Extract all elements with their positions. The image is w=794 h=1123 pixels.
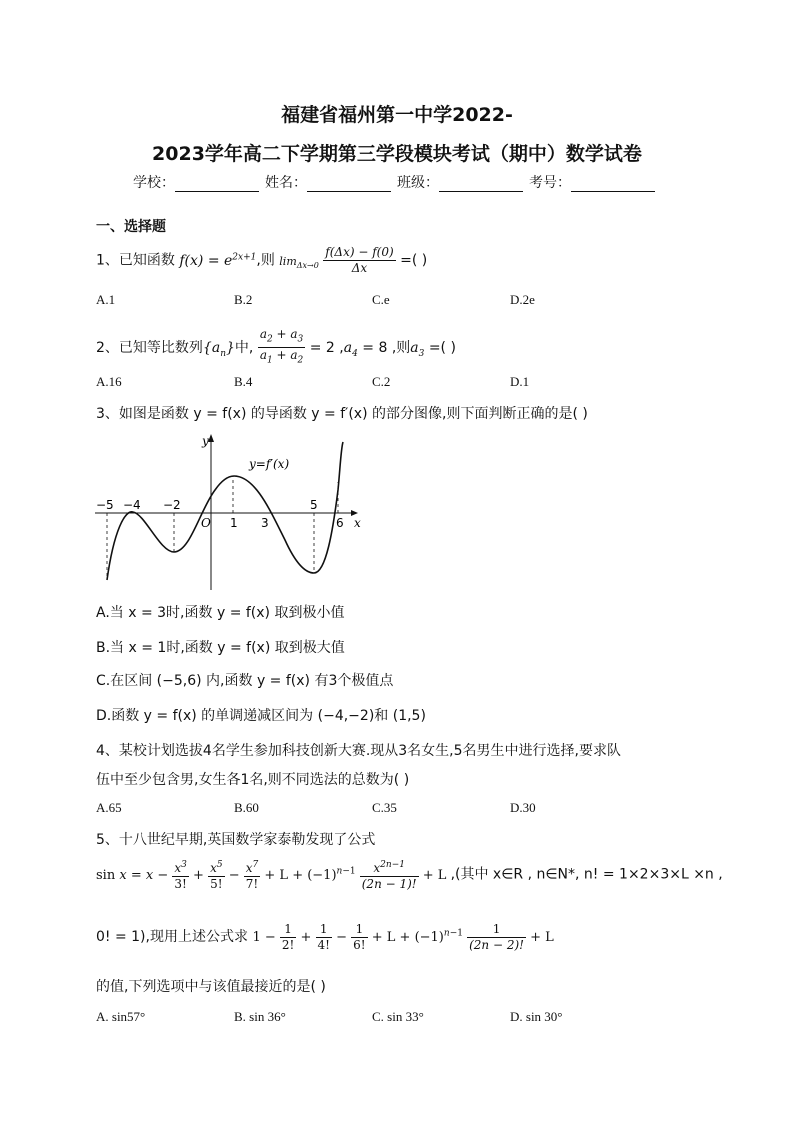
q2-option-a[interactable]: A.16 (96, 374, 122, 389)
tick-label: −2 (163, 498, 181, 512)
q2-fraction: $\frac{a_2 + a_3}{a_1 + a_2}$ (259, 327, 304, 366)
q3-option-c[interactable]: C.在区间 (−5,6) 内,函数 y = f(x) 有3个极值点 (96, 673, 394, 689)
q1-text-a: 1、已知函数 (96, 252, 175, 269)
taylor-formula: sin x = x − $\frac{x^3}{3!}$ + $\frac{x^5}{5!}$ − $\frac{x^7}{7!}$ + $L + (-1)^{n-1}$ $\frac{x^{2n-1}}{(2n - 1)!}$ + L (96, 860, 451, 891)
q5-option-b[interactable]: B. sin 36° (234, 1009, 286, 1024)
question-4-stem-line2: 伍中至少包含男,女生各1名,则不同选法的总数为( ) (96, 772, 410, 788)
exam-title-line1: 福建省福州第一中学2022- (281, 104, 513, 126)
y-axis-arrow-icon (208, 434, 214, 442)
q5-series: 1 − $\frac{1}{2!}$ + $\frac{1}{4!}$ − $\frac{1}{6!}$ + $L + (-1)^{n-1}$ $\frac{1}{(2n - 2)!}$ + L (252, 922, 554, 952)
x-axis-label: x (354, 516, 361, 530)
q2-text-b: 中, (234, 339, 254, 356)
exam-no-blank[interactable] (571, 177, 655, 192)
guide-lines (107, 476, 338, 580)
q1-option-d[interactable]: D.2e (510, 292, 535, 307)
name-blank[interactable] (307, 177, 391, 192)
tick-label: 3 (261, 516, 269, 530)
q5-condition: ,(其中 x∈R , n∈N*, n! = 1×2×3×L ×n , (450, 866, 723, 883)
tick-label: 6 (336, 516, 344, 530)
q2-text-e: =( ) (428, 339, 456, 356)
name-label: 姓名： (265, 175, 307, 191)
q2-sequence: $\{a_n\}$ (202, 339, 235, 359)
q3-option-a[interactable]: A.当 x = 3时,函数 y = f(x) 取到极小值 (96, 605, 345, 621)
q3-option-b[interactable]: B.当 x = 1时,函数 y = f(x) 取到极大值 (96, 640, 345, 656)
question-5-stem-line3 (96, 922, 554, 953)
q2-option-b[interactable]: B.4 (234, 374, 253, 389)
question-1-stem (96, 245, 427, 276)
school-label: 学校： (133, 175, 175, 191)
question-3-stem: 3、如图是函数 y = f(x) 的导函数 y = f′(x) 的部分图像,则下面判断正确的是( ) (96, 406, 588, 422)
q2-option-d[interactable]: D.1 (510, 374, 530, 389)
q4-option-b[interactable]: B.60 (234, 800, 259, 815)
exam-title-line2: 2023学年高二下学期第三学段模块考试（期中）数学试卷 (152, 143, 642, 165)
q2-text-a: 2、已知等比数列 (96, 339, 203, 356)
q2-a3: $a_3$ (410, 339, 425, 359)
question-2-stem (96, 327, 456, 369)
q1-fraction: $\frac{f(\Delta x) - f(0)}{\Delta x}$ (325, 245, 394, 275)
tick-label: 5 (310, 498, 318, 512)
q1-text-b: ,则 (256, 252, 275, 269)
q1-limit: $\lim_{\Delta x\to 0}$ (279, 254, 319, 270)
exam-no-label: 考号： (529, 175, 571, 191)
tick-label: −5 (96, 498, 114, 512)
q5-text-prefix: 0! = 1),现用上述公式求 (96, 929, 248, 945)
q5-option-c[interactable]: C. sin 33° (372, 1009, 424, 1024)
q1-option-a[interactable]: A.1 (96, 292, 116, 307)
q1-option-c[interactable]: C.e (372, 292, 390, 307)
q4-option-c[interactable]: C.35 (372, 800, 397, 815)
q1-function: $f(x) = e^{2x+1}$ (179, 251, 257, 269)
q4-option-a[interactable]: A.65 (96, 800, 122, 815)
tick-label: 1 (230, 516, 238, 530)
derivative-curve (107, 442, 343, 580)
curve-label: y=f′(x) (249, 457, 290, 471)
q2-a4: $a_4$ (343, 339, 358, 359)
q3-option-d[interactable]: D.函数 y = f(x) 的单调递减区间为 (−4,−2)和 (1,5) (96, 708, 426, 724)
derivative-graph (90, 430, 370, 595)
origin-label: O (201, 516, 211, 530)
q5-option-d[interactable]: D. sin 30° (510, 1009, 563, 1024)
q2-text-d: = 8 ,则 (362, 339, 411, 356)
q2-text-c: = 2 , (309, 339, 344, 356)
taylor-formula-line (96, 858, 723, 892)
q4-option-d[interactable]: D.30 (510, 800, 536, 815)
question-5-stem-line4: 的值,下列选项中与该值最接近的是( ) (96, 979, 326, 995)
class-label: 班级： (397, 175, 439, 191)
class-blank[interactable] (439, 177, 523, 192)
tick-label: −4 (123, 498, 141, 512)
q5-option-a[interactable]: A. sin57° (96, 1009, 146, 1024)
q1-text-c: =( ) (400, 252, 428, 269)
y-axis-label: y (202, 434, 209, 448)
q2-option-c[interactable]: C.2 (372, 374, 391, 389)
q1-option-b[interactable]: B.2 (234, 292, 253, 307)
question-4-stem-line1: 4、某校计划选拔4名学生参加科技创新大赛.现从3名女生,5名男生中进行选择,要求队 (96, 743, 621, 759)
question-5-stem-line1: 5、十八世纪早期,英国数学家泰勒发现了公式 (96, 832, 376, 848)
section-heading: 一、选择题 (96, 219, 166, 235)
school-blank[interactable] (175, 177, 259, 192)
student-info-line (0, 172, 794, 192)
